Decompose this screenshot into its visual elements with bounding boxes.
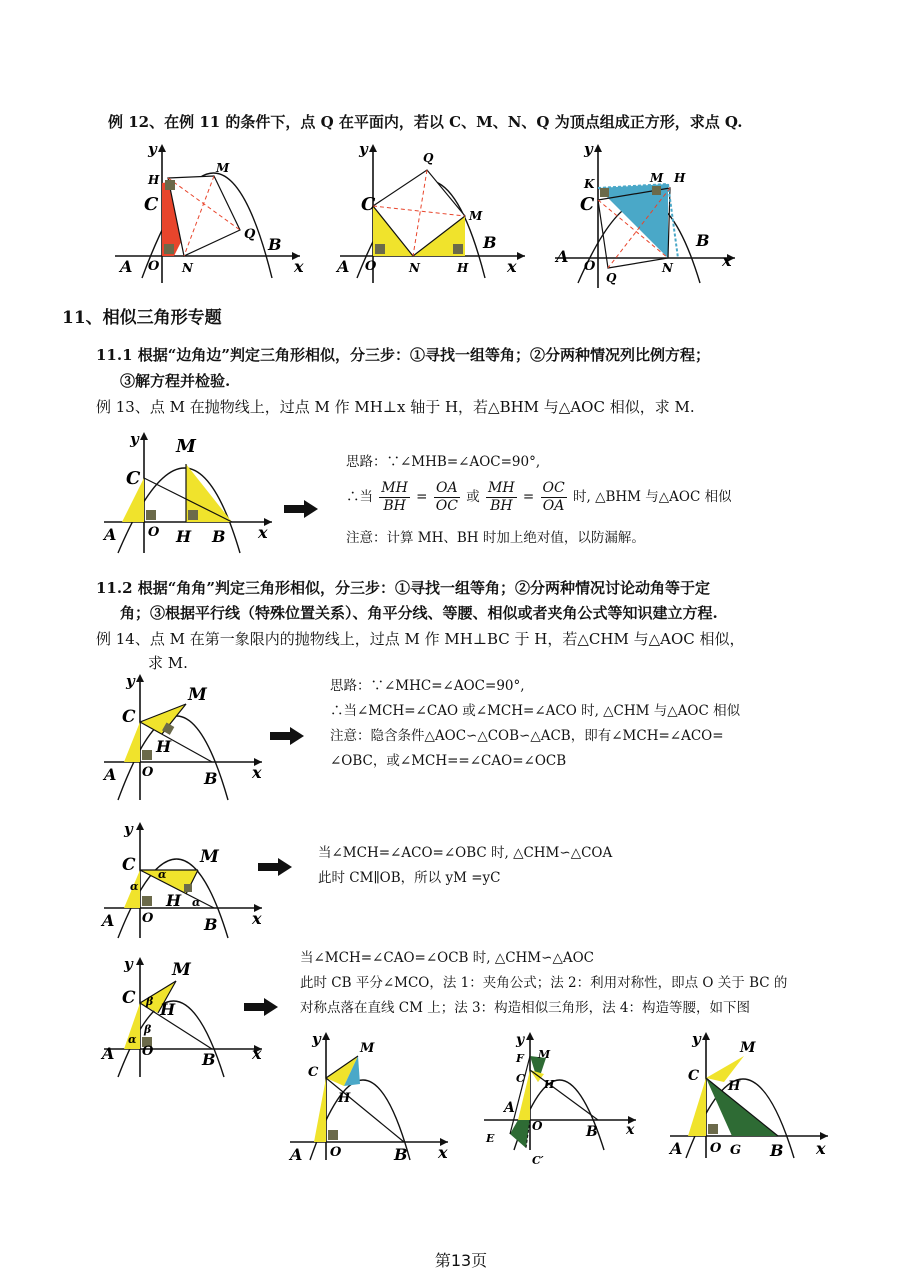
svg-text:O: O <box>710 1141 722 1156</box>
svg-text:O: O <box>148 525 160 540</box>
svg-text:Q: Q <box>606 271 617 285</box>
svg-text:O: O <box>142 765 154 780</box>
svg-text:H: H <box>457 261 469 275</box>
svg-text:A: A <box>290 1145 303 1164</box>
arrow-right-icon <box>284 500 320 518</box>
svg-text:x: x <box>438 1143 448 1162</box>
svg-text:y: y <box>516 1032 525 1048</box>
ex13-note-line2: ∴当 $\frac{MH}{BH}$ = $\frac{OA}{OC}$ 或 $\frac{MH}{BH}$ = $\frac{OC}{OA}$ 时, △BHM 与△AOC 相似 <box>346 480 732 514</box>
svg-text:C: C <box>516 1072 525 1085</box>
svg-text:B: B <box>586 1124 598 1140</box>
svg-text:B: B <box>770 1141 784 1160</box>
svg-text:A: A <box>670 1139 683 1158</box>
label-N: N <box>182 261 193 275</box>
svg-text:x: x <box>626 1122 635 1138</box>
svg-text:O: O <box>532 1119 543 1133</box>
svg-text:y: y <box>124 820 133 838</box>
svg-text:B: B <box>394 1145 408 1164</box>
label-Q: Q <box>244 227 256 242</box>
svg-text:C: C <box>122 988 136 1008</box>
case1-line1: 当∠MCH=∠ACO=∠OBC 时, △CHM∽△COA <box>318 845 613 861</box>
svg-text:y: y <box>312 1030 321 1048</box>
case2-line2: 此时 CB 平分∠MCO，法 1：夹角公式；法 2：利用对称性，即点 O 关于 BC 的 <box>300 975 788 991</box>
svg-text:H: H <box>674 171 686 185</box>
ex14-note-line3: 注意：隐含条件△AOC∽△COB∽△ACB，即有∠MCH=∠ACO= <box>330 728 724 744</box>
svg-text:O: O <box>142 911 154 926</box>
svg-text:F: F <box>516 1052 524 1065</box>
svg-text:H: H <box>544 1078 555 1091</box>
svg-text:B: B <box>212 527 226 546</box>
svg-text:C: C <box>688 1068 700 1084</box>
svg-text:C: C <box>308 1065 319 1080</box>
svg-text:B: B <box>696 231 710 250</box>
arrow-right-icon <box>270 727 306 745</box>
svg-text:Q: Q <box>423 151 434 165</box>
figure-method-1 <box>286 1030 456 1164</box>
svg-text:C: C <box>580 194 595 215</box>
page-number: 第13页 <box>434 1251 488 1270</box>
svg-text:O: O <box>584 259 596 274</box>
svg-text:y: y <box>126 672 135 690</box>
example-12-text: 例 12、在例 11 的条件下，点 Q 在平面内，若以 C、M、N、Q 为顶点组成正方形，求点 Q. <box>108 113 743 131</box>
case1-line2: 此时 CM∥OB，所以 yM =yC <box>318 870 501 886</box>
svg-text:G: G <box>730 1143 742 1158</box>
svg-text:B: B <box>204 769 218 788</box>
arrow-right-icon <box>244 998 280 1016</box>
svg-text:H: H <box>728 1079 741 1094</box>
svg-text:M: M <box>740 1040 756 1056</box>
s11-1-line2: ③解方程并检验. <box>120 372 231 390</box>
svg-text:M: M <box>469 209 483 223</box>
svg-text:M: M <box>538 1048 551 1061</box>
svg-text:α: α <box>192 896 201 909</box>
figure-ex12-c <box>550 138 750 288</box>
svg-text:B: B <box>204 915 218 934</box>
figure-case-1 <box>100 820 270 940</box>
svg-text:C: C <box>122 707 136 727</box>
label-M: M <box>216 161 230 175</box>
label-A: A <box>120 257 133 276</box>
svg-text:x: x <box>252 1044 262 1063</box>
figure-ex13 <box>100 428 280 558</box>
svg-text:A: A <box>104 525 117 544</box>
label-C: C <box>144 194 159 215</box>
svg-text:β: β <box>144 1023 152 1036</box>
svg-text:A: A <box>504 1100 515 1116</box>
svg-text:y: y <box>692 1030 701 1048</box>
svg-text:α: α <box>130 880 139 893</box>
ex14-note-line4: ∠OBC，或∠MCH==∠CAO=∠OCB <box>330 753 567 769</box>
svg-text:α: α <box>128 1033 137 1046</box>
label-B: B <box>268 235 282 254</box>
label-H: H <box>148 173 160 187</box>
svg-text:H: H <box>338 1091 351 1106</box>
svg-text:A: A <box>104 765 117 784</box>
svg-text:N: N <box>662 261 673 275</box>
svg-text:O: O <box>142 1044 154 1059</box>
svg-text:x: x <box>816 1139 826 1158</box>
svg-text:B: B <box>483 233 497 252</box>
svg-text:C: C <box>361 194 376 215</box>
svg-text:y: y <box>124 955 133 973</box>
figure-ex12-b <box>335 138 535 288</box>
example-13-text: 例 13、点 M 在抛物线上，过点 M 作 MH⊥x 轴于 H，若△BHM 与△AOC 相似，求 M. <box>96 398 695 416</box>
svg-text:K: K <box>584 177 595 191</box>
example-14-line1: 例 14、点 M 在第一象限内的抛物线上，过点 M 作 MH⊥BC 于 H，若△CHM 与△AOC 相似， <box>96 630 745 648</box>
label-x: x <box>294 257 304 276</box>
svg-text:N: N <box>409 261 420 275</box>
svg-text:x: x <box>252 763 262 782</box>
svg-text:E: E <box>486 1132 495 1145</box>
case2-line3: 对称点落在直线 CM 上；法 3：构造相似三角形，法 4：构造等腰，如下图 <box>300 1000 750 1016</box>
s11-2-line1: 11.2 根据“角角”判定三角形相似，分三步：①寻找一组等角；②分两种情况讨论动角等于定 <box>96 579 711 597</box>
ex13-note-line1: 思路：∵∠MHB=∠AOC=90°, <box>346 454 541 470</box>
svg-text:β: β <box>146 995 154 1008</box>
svg-text:M: M <box>172 960 191 980</box>
ex14-note-line2: ∴当∠MCH=∠CAO 或∠MCH=∠ACO 时, △CHM 与△AOC 相似 <box>330 703 741 719</box>
svg-text:x: x <box>507 257 517 276</box>
svg-text:A: A <box>337 257 350 276</box>
svg-text:H: H <box>176 527 192 546</box>
svg-text:O: O <box>365 259 377 274</box>
svg-text:α: α <box>158 868 167 881</box>
ex14-note-line1: 思路：∵∠MHC=∠AOC=90°, <box>330 678 525 694</box>
ex13-note-line3: 注意：计算 MH、BH 时加上绝对值，以防漏解。 <box>346 530 645 546</box>
figure-method-3 <box>666 1030 836 1160</box>
figure-ex14 <box>100 672 270 802</box>
svg-text:O: O <box>330 1145 342 1160</box>
svg-text:y: y <box>130 430 139 448</box>
svg-text:A: A <box>102 1044 115 1063</box>
svg-text:H: H <box>156 737 172 756</box>
svg-text:C: C <box>122 855 136 875</box>
svg-text:C′: C′ <box>532 1154 544 1167</box>
section-11-title: 11、相似三角形专题 <box>62 308 222 328</box>
svg-text:B: B <box>202 1050 216 1069</box>
svg-text:M: M <box>200 847 219 867</box>
svg-text:H: H <box>166 891 182 910</box>
svg-text:H: H <box>160 1000 176 1019</box>
case2-line1: 当∠MCH=∠CAO=∠OCB 时, △CHM∽△AOC <box>300 950 594 966</box>
svg-text:A: A <box>102 911 115 930</box>
figure-ex12-a <box>110 138 310 288</box>
svg-text:M: M <box>188 685 207 705</box>
svg-text:C: C <box>126 468 141 489</box>
svg-text:y: y <box>359 140 368 158</box>
s11-1-line1: 11.1 根据“边角边”判定三角形相似，分三步：①寻找一组等角；②分两种情况列比例方程； <box>96 346 711 364</box>
svg-text:y: y <box>584 140 593 158</box>
example-14-line2: 求 M. <box>148 654 188 672</box>
s11-2-line2: 角；③根据平行线（特殊位置关系）、角平分线、等腰、相似或者夹角公式等知识建立方程. <box>120 604 718 622</box>
label-O: O <box>148 259 160 274</box>
svg-text:M: M <box>176 436 196 457</box>
arrow-right-icon <box>258 858 294 876</box>
label-y: y <box>148 140 157 158</box>
svg-text:x: x <box>258 523 268 542</box>
svg-text:M: M <box>360 1041 375 1056</box>
svg-text:M: M <box>650 171 664 185</box>
figure-method-2 <box>480 1030 645 1170</box>
svg-text:A: A <box>556 247 569 266</box>
svg-text:x: x <box>252 909 262 928</box>
svg-text:x: x <box>722 251 732 270</box>
